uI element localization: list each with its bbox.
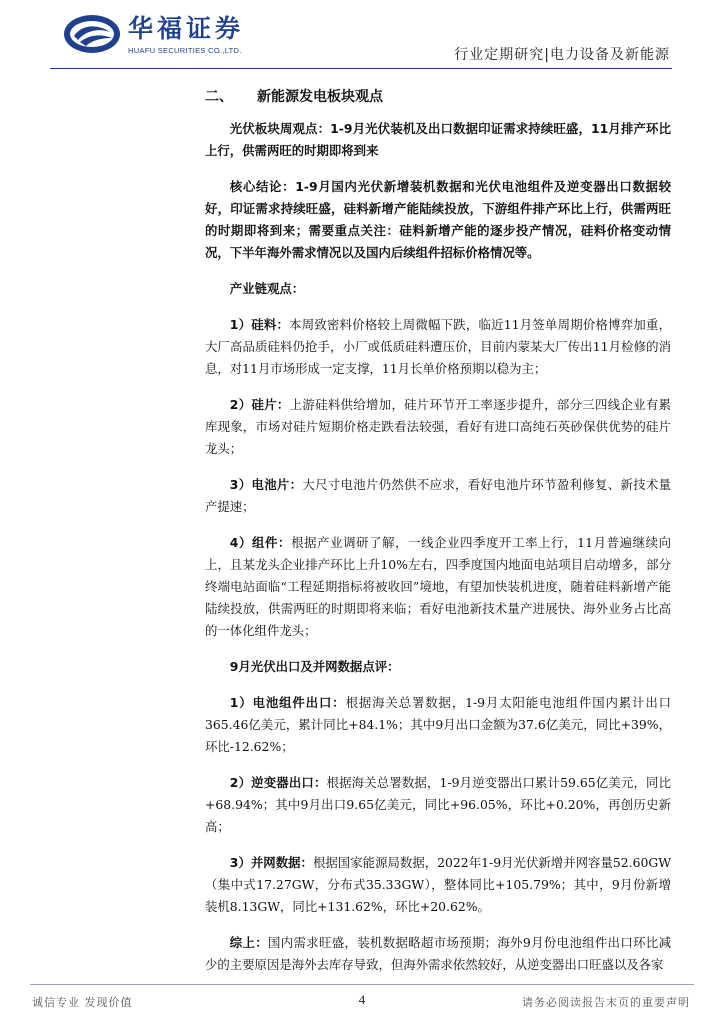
section-title <box>205 86 671 108</box>
summary-lead: 综上： <box>229 935 269 950</box>
module-paragraph <box>205 532 671 642</box>
report-type: 行业定期研究|电力设备及新能源 <box>454 47 670 63</box>
silicon-lead: 1）硅料： <box>229 317 290 332</box>
logo-chinese-name: 华福证券 <box>128 14 245 43</box>
main-content <box>205 86 671 990</box>
core-conclusion-text: 1-9月国内光伏新增装机数据和光伏电池组件及逆变器出口数据较好，印证需求持续旺盛，硅料新增产能陆续投放，下游组件排产环比上行，供需两旺的时期即将到来；需要重点关注：硅料新增产能的逐步投产情况，硅料价格变动情况，下半年海外需求情况以及国内后续组件招标价格情况等。 <box>205 179 672 260</box>
module-text: 根据产业调研了解，一线企业四季度开工率上行，11月普遍继续向上，且某龙头企业排产环比上升10%左右，四季度国内地面电站项目启动增多，部分终端电站面临“工程延期指标将被收回”境地，有望加快装机进度，随着硅料新增产能陆续投放，供需两旺的时期即将来临；看好电池新技术量产进展快、海外业务占比高的一体化组件龙头； <box>205 535 671 638</box>
cell-lead: 3）电池片： <box>229 477 303 492</box>
footer-divider <box>30 984 694 985</box>
footer-disclaimer: 请务必阅读报告末页的重要声明 <box>522 996 690 1009</box>
wafer-text: 上游硅料供给增加，硅片环节开工率逐步提升，部分三四线企业有累库现象，市场对硅片短期价格走跌看法较强，看好有进口高纯石英砂保供优势的硅片龙头； <box>205 397 672 456</box>
module-lead: 4）组件： <box>229 535 292 550</box>
page-number: 4 <box>358 992 366 1007</box>
chain-title: 产业链观点： <box>229 281 305 296</box>
export-inverter-paragraph <box>205 772 671 838</box>
solar-weekly-view: 光伏板块周观点：1-9月光伏装机及出口数据印证需求持续旺盛，11月排产环比上行，供需两旺的时期即将到来 <box>205 121 671 158</box>
grid-lead: 3）并网数据： <box>229 855 313 870</box>
grid-text: 根据国家能源局数据，2022年1-9月光伏新增并网容量52.60GW（集中式17.27GW，分布式35.33GW），整体同比+105.79%；其中，9月份新增装机8.13GW，同比+131.62%，环比+20.62%。 <box>205 855 672 914</box>
cell-text: 大尺寸电池片仍然供不应求，看好电池片环节盈利修复、新技术量产提速； <box>205 477 672 514</box>
export-inverter-text: 根据海关总署数据，1-9月逆变器出口累计59.65亿美元，同比+68.94%；其中9月出口9.65亿美元，同比+96.05%，环比+0.20%，再创历史新高； <box>205 775 671 834</box>
footer-slogan: 诚信专业 发现价值 <box>32 996 133 1009</box>
page-header <box>0 0 724 72</box>
wafer-lead: 2）硅片： <box>229 397 290 412</box>
grid-paragraph <box>205 852 671 918</box>
export-title: 9月光伏出口及并网数据点评： <box>229 659 400 674</box>
section-number: 二、 <box>205 89 233 105</box>
core-conclusion <box>205 176 671 264</box>
silicon-text: 本周致密料价格较上周微幅下跌，临近11月签单周期价格博弈加重，大厂高品质硅料仍抢手，小厂或低质硅料遭压价，目前内蒙某大厂传出11月检修的消息，对11月市场形成一定支撑，11月长单价格预期以稳为主； <box>205 317 671 376</box>
export-inverter-lead: 2）逆变器出口： <box>229 775 327 790</box>
logo-english-name: HUAFU SECURITIES CO.,LTD. <box>128 46 242 55</box>
export-module-lead: 1）电池组件出口： <box>229 695 346 710</box>
huafu-logo-icon <box>62 12 122 56</box>
core-conclusion-lead: 核心结论： <box>229 179 296 194</box>
export-module-text: 根据海关总署数据，1-9月太阳能电池组件国内累计出口365.46亿美元，累计同比+84.1%；其中9月出口金额为37.6亿美元，同比+39%，环比-12.62%； <box>205 695 672 754</box>
section-title-text: 新能源发电板块观点 <box>257 89 383 105</box>
wafer-paragraph <box>205 394 671 460</box>
silicon-paragraph <box>205 314 671 380</box>
export-module-paragraph <box>205 692 671 758</box>
header-divider <box>50 68 672 69</box>
summary-paragraph <box>205 932 671 976</box>
cell-paragraph <box>205 474 671 518</box>
summary-text: 国内需求旺盛，装机数据略超市场预期；海外9月份电池组件出口环比减少的主要原因是海外去库存导致，但海外需求依然较好，从逆变器出口旺盛以及各家 <box>205 935 671 972</box>
